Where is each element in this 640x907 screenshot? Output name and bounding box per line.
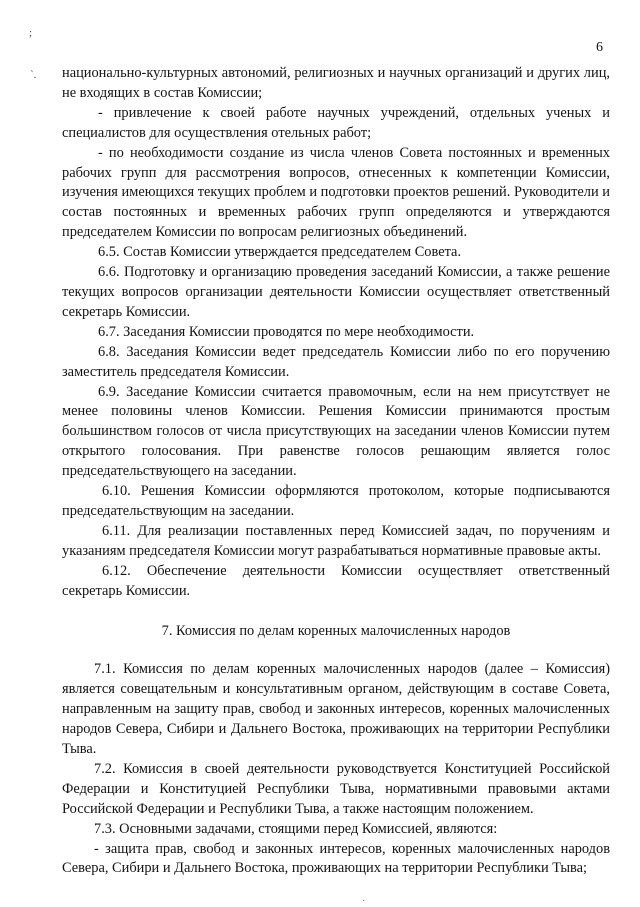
clause-7-3: 7.3. Основными задачами, стоящими перед Комиссией, являются: [94, 820, 498, 837]
clause-6-6: 6.6. Подготовку и организацию проведения заседаний Комиссии, а также решение текущих вопросов организации деятельности Комиссии осуществляет ответственный секретарь Комиссии. [62, 264, 610, 320]
clause-7-2: 7.2. Комиссия в своей деятельности руководствуется Конституцией Российской Федерации и Конституцией Республики Тыва, нормативными правовыми актами Российской Федерации и Республики Тыва, а также настоящим положением. [62, 760, 610, 817]
scan-speck: · [362, 896, 366, 907]
clause-6-7: 6.7. Заседания Комиссии проводятся по мере необходимости. [98, 323, 475, 340]
clause-6-11: 6.11. Для реализации поставленных перед Комиссией задач, по поручениям и указаниям председателя Комиссии могут разрабатываться нормативные правовые акты. [62, 522, 610, 559]
document-body [62, 64, 610, 879]
paragraph: национально-культурных автономий, религиозных и научных организаций и других лиц, не входящих в состав Комиссии; [62, 65, 610, 101]
list-item: - по необходимости создание из числа членов Совета постоянных и временных рабочих групп для рассмотрения вопросов, отнесенных к компетенции Комиссии, изучения имеющихся текущих проблем и подготовки проектов решений. Руководители и состав постоянных и временных рабочих групп определяются и утверждаются председателем Комиссии по вопросам религиозных объединений. [62, 144, 610, 241]
clause-7-1: 7.1. Комиссия по делам коренных малочисленных народов (далее – Комиссия) является совещательным и консультативным органом, действующим в составе Совета, направленным на защиту прав, свобод и законных интересов, коренных малочисленных народов Севера, Сибири и Дальнего Востока, проживающих на территории Республики Тыва. [62, 661, 610, 757]
clause-6-8: 6.8. Заседания Комиссии ведет председатель Комиссии либо по его поручению заместитель председателя Комиссии. [62, 343, 610, 380]
clause-6-10: 6.10. Решения Комиссии оформляются протоколом, которые подписываются председательствующим на заседании. [62, 483, 610, 519]
clause-6-9: 6.9. Заседание Комиссии считается правомочным, если на нем присутствует не менее половины членов Комиссии. Решения Комиссии принимаются простым большинством голосов от числа присутствующих на заседании членов Комиссии путем открытого голосования. При равенстве голосов решающим является голос председательствующего на заседании. [62, 383, 610, 480]
clause-6-5: 6.5. Состав Комиссии утверждается председателем Совета. [98, 244, 462, 261]
list-item: - защита прав, свобод и законных интересов, коренных малочисленных народов Севера, Сибири и Дальнего Востока, проживающих на территории Республики Тыва; [62, 840, 610, 877]
page-number: 6 [596, 40, 603, 55]
clause-6-12: 6.12. Обеспечение деятельности Комиссии осуществляет ответственный секретарь Комиссии. [62, 562, 610, 599]
list-item: - привлечение к своей работе научных учреждений, отдельных ученых и специалистов для осуществления отельных работ; [62, 104, 610, 141]
margin-mark: `. [30, 69, 37, 81]
margin-mark: ; [29, 27, 33, 39]
section-heading: 7. Комиссия по делам коренных малочисленных народов [161, 623, 511, 640]
